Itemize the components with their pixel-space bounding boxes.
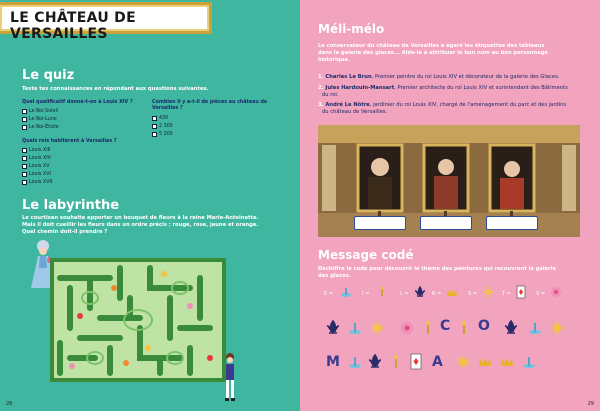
- quiz-option[interactable]: Le Roi-Lune: [22, 117, 57, 122]
- quiz-option[interactable]: Le Roi-Soleil: [22, 109, 58, 114]
- sun-icon: [482, 286, 494, 298]
- labyrinth-maze[interactable]: [50, 258, 226, 382]
- quiz-option[interactable]: Le Roi-Étoile: [22, 125, 59, 130]
- quiz-question-1: Quel qualificatif donne-t-on à Louis XIV ?: [22, 100, 133, 105]
- quiz-option[interactable]: Louis XVII: [22, 180, 52, 185]
- title-frame: [0, 2, 212, 42]
- rose-icon: [400, 321, 414, 335]
- fountain-icon: [348, 321, 362, 335]
- label-box-3[interactable]: [486, 216, 538, 230]
- code-key-row: [318, 285, 588, 301]
- meli-item-1: 1. Charles Le Brun, Premier peintre du roi Louis XIV et décorateur de la galerie des Glaces.: [318, 74, 560, 80]
- meli-item-3-cont: du château de Versailles.: [322, 109, 388, 115]
- meli-item-3: 3. André Le Nôtre, jardinier du roi Louis XIV, chargé de l'aménagement du parc et des jardins: [318, 102, 567, 108]
- right-page: [300, 0, 600, 411]
- meli-intro-3: historique.: [318, 57, 350, 63]
- meli-item-2: 2. Jules Hardouin-Mansart, Premier architecte du roi Louis XIV et surintendant des Bâtiments: [318, 85, 568, 91]
- labyrinth-text-3: Quel chemin doit-il prendre ?: [22, 229, 108, 235]
- message-text-2: des glaces.: [318, 273, 351, 279]
- quiz-option[interactable]: Louis XV: [22, 164, 50, 169]
- fountain-icon: [348, 355, 362, 369]
- courtier-illustration: [222, 352, 238, 402]
- quiz-option[interactable]: 5 200: [152, 132, 173, 137]
- quiz-option[interactable]: Louis XIII: [22, 148, 50, 153]
- crown-icon: [478, 356, 492, 368]
- key-letter: E =: [324, 291, 333, 297]
- meli-heading: Méli-mélo: [318, 22, 385, 36]
- checkbox[interactable]: [22, 125, 27, 130]
- candlestick-icon: [376, 286, 388, 298]
- sun-icon: [550, 321, 564, 335]
- code-letter: M: [326, 354, 340, 370]
- code-line-1: [318, 318, 588, 340]
- labyrinth-heading: Le labyrinthe: [22, 198, 120, 213]
- checkbox[interactable]: [22, 156, 27, 161]
- candlestick-icon: [422, 320, 434, 336]
- page-title: LE CHÂTEAU DE VERSAILLES: [10, 10, 136, 42]
- playing-card-icon: [410, 353, 422, 371]
- playing-card-icon: [516, 285, 526, 299]
- fountain-icon: [522, 355, 536, 369]
- quiz-question-3: Quels rois habitèrent à Versailles ?: [22, 139, 117, 144]
- page-number-left: 28: [6, 401, 13, 407]
- crown-icon: [500, 356, 514, 368]
- checkbox[interactable]: [22, 172, 27, 177]
- fleur-de-lis-icon: [414, 286, 426, 298]
- checkbox[interactable]: [22, 109, 27, 114]
- quiz-question-2: Combien il y a-t-il de pièces au château de Versailles ?: [152, 100, 268, 111]
- quiz-option[interactable]: 430: [152, 116, 168, 121]
- candlestick-icon: [458, 320, 470, 336]
- checkbox[interactable]: [22, 180, 27, 185]
- page-number-right: 29: [587, 401, 594, 407]
- quiz-option[interactable]: Louis XVI: [22, 172, 51, 177]
- meli-intro-2: dans la galerie des glaces... Aide-le à attribuer le bon nom au bon personnage: [318, 50, 548, 56]
- quiz-option[interactable]: Louis XIV: [22, 156, 51, 161]
- label-box-1[interactable]: [354, 216, 406, 230]
- checkbox[interactable]: [152, 116, 157, 121]
- key-letter: V =: [536, 291, 546, 297]
- sun-icon: [456, 355, 470, 369]
- code-letter: O: [478, 318, 490, 334]
- sun-icon: [370, 321, 384, 335]
- fleur-de-lis-icon: [504, 320, 518, 336]
- fleur-de-lis-icon: [368, 354, 382, 370]
- quiz-option[interactable]: 2 300: [152, 124, 173, 129]
- code-letter: A: [432, 354, 443, 370]
- fountain-icon: [528, 321, 542, 335]
- rose-icon: [550, 286, 562, 298]
- quiz-intro: Teste tes connaissances en répondant aux questions suivantes.: [22, 86, 209, 92]
- checkbox[interactable]: [152, 124, 157, 129]
- key-letter: S =: [468, 291, 477, 297]
- key-letter: L =: [400, 291, 409, 297]
- meli-intro-1: Le conservateur du château de Versailles a égaré les étiquettes des tableaux: [318, 43, 545, 49]
- fleur-de-lis-icon: [326, 320, 340, 336]
- labyrinth-text-2: Mais il doit cueillir les fleurs dans un ordre précis : rouge, rose, jaune et orange.: [22, 222, 259, 228]
- fountain-icon: [340, 286, 352, 298]
- message-text-1: Déchiffre le code pour découvrir le thème des peintures qui recouvrent la galerie: [318, 266, 556, 272]
- key-letter: R =: [432, 291, 442, 297]
- code-letter: C: [440, 318, 451, 334]
- checkbox[interactable]: [22, 148, 27, 153]
- message-heading: Message codé: [318, 248, 414, 262]
- label-box-2[interactable]: [420, 216, 472, 230]
- meli-item-2-cont: du roi.: [322, 92, 339, 98]
- checkbox[interactable]: [22, 164, 27, 169]
- key-letter: T =: [502, 291, 511, 297]
- quiz-heading: Le quiz: [22, 68, 75, 83]
- checkbox[interactable]: [22, 117, 27, 122]
- code-line-2: [318, 352, 588, 374]
- hall-of-mirrors-image: [318, 125, 580, 237]
- labyrinth-text-1: Le courtisan souhaite apporter un bouquet de fleurs à la reine Marie-Antoinette.: [22, 215, 259, 221]
- crown-icon: [446, 287, 458, 299]
- candlestick-icon: [390, 354, 402, 370]
- checkbox[interactable]: [152, 132, 157, 137]
- key-letter: I =: [362, 291, 370, 297]
